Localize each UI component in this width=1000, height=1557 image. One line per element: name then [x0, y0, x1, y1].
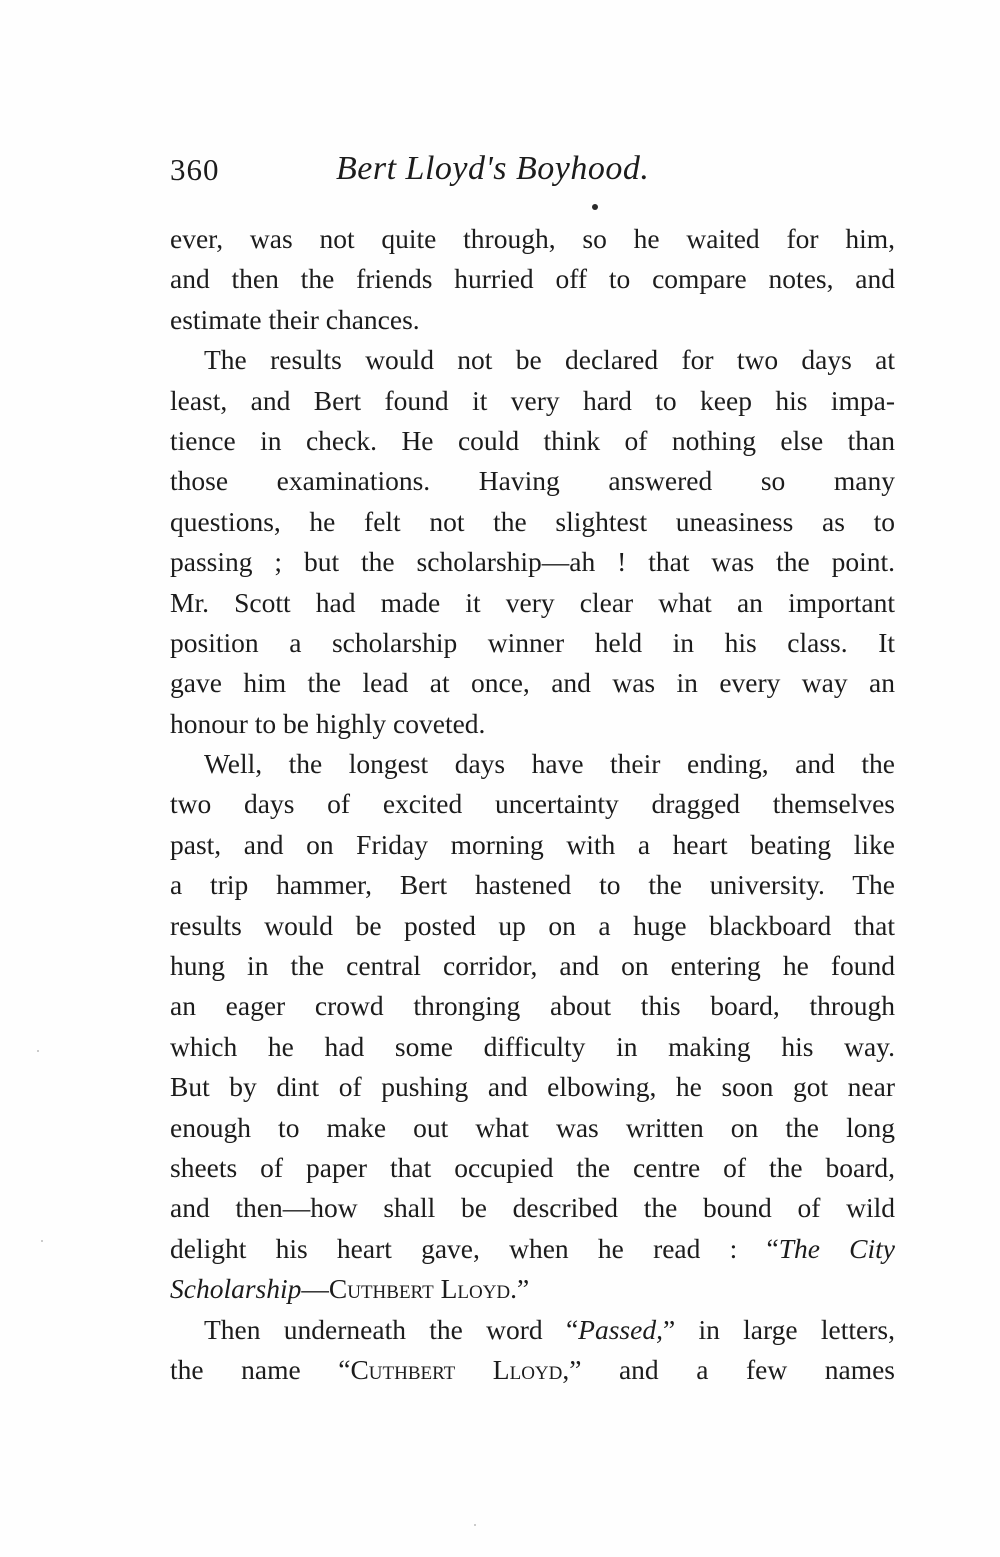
- text-line: results would be posted up on a huge blackboard that: [170, 909, 895, 941]
- text-line: tience in check. He could think of nothing else than: [170, 424, 895, 456]
- text-segment: .”: [510, 1273, 530, 1305]
- italic-title: The City: [778, 1232, 895, 1264]
- text-line: estimate their chances.: [170, 303, 420, 335]
- text-line: [170, 1269, 895, 1309]
- text-line: [170, 1229, 895, 1269]
- text-line: [170, 1350, 895, 1390]
- text-line: enough to make out what was written on the long: [170, 1111, 895, 1143]
- student-name: Cuthbert Lloyd: [328, 1273, 511, 1305]
- paper-speck: [474, 1524, 476, 1526]
- text-line: hung in the central corridor, and on entering he found: [170, 950, 895, 982]
- text-segment: —: [301, 1273, 329, 1305]
- text-line: But by dint of pushing and elbowing, he soon got near: [170, 1071, 895, 1103]
- text-line: Well, the longest days have their ending, and the: [204, 748, 895, 780]
- text-line: Mr. Scott had made it very clear what an important: [170, 586, 895, 618]
- text-line: gave him the lead at once, and was in every way an: [170, 667, 895, 699]
- paper-speck: [41, 1240, 43, 1242]
- text-line: a trip hammer, Bert hastened to the university. The: [170, 869, 895, 901]
- text-segment: the name “: [170, 1353, 351, 1385]
- italic-word: Passed,: [578, 1313, 663, 1345]
- text-segment: ” in large letters,: [662, 1313, 895, 1345]
- text-line: position a scholarship winner held in his class. It: [170, 626, 895, 658]
- ornament-dot: [592, 204, 598, 210]
- text-line: [170, 1310, 895, 1350]
- paper-speck: [37, 1050, 39, 1052]
- text-line: an eager crowd thronging about this board, through: [170, 990, 895, 1022]
- page-number: 360: [170, 152, 220, 187]
- text-line: those examinations. Having answered so many: [170, 465, 895, 497]
- italic-title: Scholarship: [170, 1273, 302, 1305]
- text-line: two days of excited uncertainty dragged themselves: [170, 788, 895, 820]
- text-line: and then the friends hurried off to compare notes, and: [170, 263, 895, 295]
- running-title: Bert Lloyd's Boyhood.: [336, 150, 650, 187]
- text-line: The results would not be declared for two days at: [204, 344, 895, 376]
- body-text: [170, 219, 895, 1390]
- text-line: which he had some difficulty in making his way.: [170, 1030, 895, 1062]
- text-line: sheets of paper that occupied the centre of the board,: [170, 1151, 895, 1183]
- text-line: ever, was not quite through, so he waited for him,: [170, 223, 895, 254]
- text-line: questions, he felt not the slightest uneasiness as to: [170, 505, 895, 537]
- student-name: Cuthbert Lloyd: [350, 1353, 563, 1385]
- text-line: and then—how shall be described the bound of wild: [170, 1192, 895, 1224]
- text-segment: Then underneath the word “: [204, 1313, 579, 1345]
- text-segment: delight his heart gave, when he read : “: [170, 1232, 779, 1264]
- text-line: least, and Bert found it very hard to keep his impa-: [170, 384, 895, 416]
- text-line: honour to be highly coveted.: [170, 707, 486, 739]
- text-line: past, and on Friday morning with a heart beating like: [170, 828, 895, 860]
- text-line: passing ; but the scholarship—ah ! that was the point.: [170, 546, 895, 578]
- text-segment: ,” and a few names: [562, 1353, 895, 1385]
